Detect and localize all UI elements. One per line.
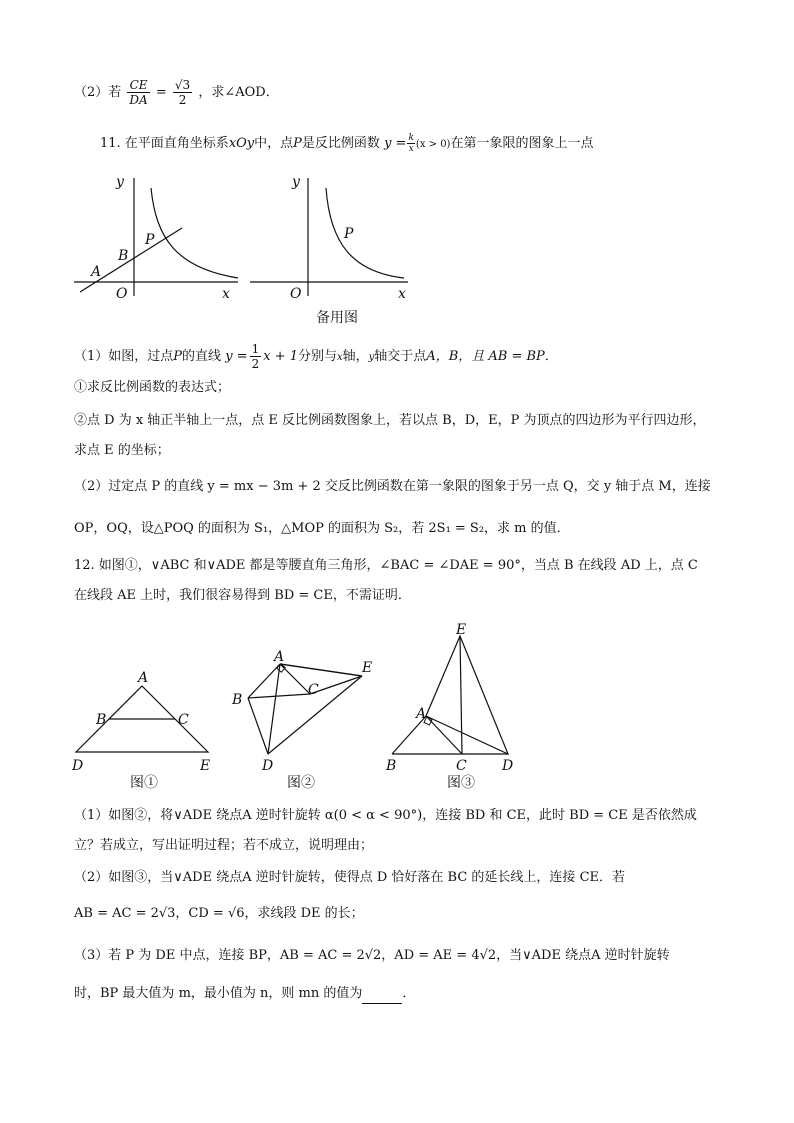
fraction-denominator: DA bbox=[129, 93, 148, 107]
axis-label-y: y bbox=[292, 174, 300, 190]
q11-stem-text: 中，点 bbox=[254, 136, 294, 151]
point-label-d: D bbox=[262, 758, 274, 774]
q11-figure-spare bbox=[244, 168, 416, 303]
q11-fraction-k-x bbox=[407, 133, 414, 154]
q12-stem-line1: 12. 如图①，∨ABC 和∨ADE 都是等腰直角三角形，∠BAC = ∠DAE = 90°，当点 B 在线段 AD 上，点 C bbox=[74, 558, 698, 573]
q12-figure-1 bbox=[68, 668, 218, 778]
fraction-numerator: CE bbox=[127, 78, 149, 93]
line-eq-rhs: x + 1 bbox=[263, 349, 298, 364]
point-label-c: C bbox=[456, 758, 467, 774]
point-label-e: E bbox=[456, 622, 467, 638]
y-axis-symbol: y bbox=[368, 352, 375, 363]
q12-part3-line1: （3）若 P 为 DE 中点，连接 BP，AB = AC = 2√2，AD = AE = 4√2，当∨ADE 绕点A 逆时针旋转 bbox=[74, 948, 670, 963]
origin-label: O bbox=[116, 286, 128, 302]
q11-part1-text: （1）如图，过点 bbox=[74, 349, 174, 364]
q12-part3-text: ． bbox=[402, 986, 416, 1001]
line-eq-lhs: y = bbox=[225, 349, 248, 364]
q11-part1-points: A，B，且 bbox=[426, 349, 485, 364]
axis-label-y: y bbox=[116, 174, 124, 190]
q11-sub1: ①求反比例函数的表达式； bbox=[74, 380, 231, 395]
q11-sub2-line2: 求点 E 的坐标； bbox=[74, 443, 170, 458]
point-label-c: C bbox=[308, 682, 319, 698]
q11-stem-text: 11. 在平面直角坐标系 bbox=[100, 136, 229, 151]
q10-part2 bbox=[74, 78, 279, 107]
q11-part2-line1: （2）过定点 P 的直线 y = mx − 3m + 2 交反比例函数在第一象限的图象于另一点 Q，交 y 轴于点 M，连接 bbox=[74, 479, 711, 494]
point-label-a: A bbox=[274, 649, 285, 665]
q11-part1-text: 轴交于点 bbox=[374, 349, 427, 364]
answer-blank[interactable] bbox=[362, 989, 402, 1004]
q11-part2-line2: OP，OQ，设△POQ 的面积为 S₁，△MOP 的面积为 S₂，若 2S₁ = S₂，求 m 的值． bbox=[74, 521, 570, 536]
fraction-denominator: 2 bbox=[178, 93, 187, 107]
point-label-e: E bbox=[362, 660, 373, 676]
point-label-b: B bbox=[118, 248, 129, 264]
point-label-p: P bbox=[344, 226, 354, 242]
point-label-a: A bbox=[91, 264, 102, 280]
q12-figure-2-caption: 图② bbox=[287, 775, 315, 791]
fraction-numerator: 1 bbox=[251, 342, 260, 356]
q12-stem-line2: 在线段 AE 上时，我们很容易得到 BD = CE，不需证明． bbox=[74, 588, 411, 603]
q11-part1 bbox=[74, 342, 558, 371]
q11-part1-text: 分别与 bbox=[297, 349, 337, 364]
point-label-b: B bbox=[96, 712, 107, 728]
point-label-c: C bbox=[178, 712, 189, 728]
fraction-denominator: 2 bbox=[251, 357, 260, 371]
point-label-a: A bbox=[416, 706, 427, 722]
point-label-d: D bbox=[502, 758, 514, 774]
q11-point-p: P bbox=[293, 136, 302, 151]
q11-part1-condition: AB = BP bbox=[488, 349, 545, 364]
q12-part2-line1: （2）如图③，当∨ADE 绕点A 逆时针旋转，使得点 D 恰好落在 BC 的延长线上，连接 CE．若 bbox=[74, 870, 626, 885]
q11-domain-condition: (x > 0) bbox=[415, 139, 451, 150]
point-label-a: A bbox=[138, 670, 149, 686]
axis-label-x: x bbox=[398, 286, 406, 302]
point-label-b: B bbox=[386, 758, 397, 774]
point-label-e: E bbox=[200, 758, 211, 774]
q11-xoy: xOy bbox=[228, 136, 255, 151]
fraction-denominator: x bbox=[408, 144, 414, 154]
q12-part2-line2: AB = AC = 2√3，CD = √6，求线段 DE 的长； bbox=[74, 906, 364, 921]
axis-label-x: x bbox=[222, 286, 230, 302]
q12-part3-line2 bbox=[74, 984, 415, 1004]
q10-fraction-ce-da bbox=[127, 78, 149, 107]
q11-function-lhs: y = bbox=[384, 136, 407, 151]
q11-figure-main bbox=[66, 168, 246, 303]
x-axis-symbol: x bbox=[336, 352, 343, 363]
origin-label: O bbox=[290, 286, 302, 302]
q11-part1-text: 轴， bbox=[342, 349, 369, 364]
q12-figure-1-caption: 图① bbox=[130, 775, 158, 791]
q11-stem-text: 是反比例函数 bbox=[301, 136, 380, 151]
point-label-d: D bbox=[72, 758, 84, 774]
q12-part1-line1: （1）如图②，将∨ADE 绕点A 逆时针旋转 α(0 < α < 90°)，连接 BD 和 CE，此时 BD = CE 是否依然成 bbox=[74, 808, 697, 823]
q11-spare-caption: 备用图 bbox=[316, 310, 358, 326]
q10-part2-prefix: （2）若 bbox=[74, 85, 122, 100]
fraction-numerator: k bbox=[408, 133, 414, 143]
q10-fraction-root3-2 bbox=[173, 78, 192, 107]
point-label-p: P bbox=[145, 232, 155, 248]
q11-part1-text: ． bbox=[544, 349, 558, 364]
q12-part1-line2: 立？若成立，写出证明过程；若不成立，说明理由； bbox=[74, 838, 374, 853]
point-label-b: B bbox=[232, 692, 243, 708]
q12-figure-3 bbox=[380, 620, 522, 778]
fraction-one-half bbox=[250, 342, 262, 371]
q12-figure-2 bbox=[226, 648, 376, 778]
q10-part2-suffix: ，求∠AOD． bbox=[198, 85, 279, 100]
q11-stem-text: 在第一象限的图象上一点 bbox=[450, 136, 594, 151]
q11-sub2-line1: ②点 D 为 x 轴正半轴上一点，点 E 反比例函数图象上，若以点 B，D，E，P 为顶点的四边形为平行四边形， bbox=[74, 413, 706, 428]
equals-sign: = bbox=[155, 85, 167, 100]
q11-part1-text: 的直线 bbox=[182, 349, 222, 364]
q11-stem bbox=[100, 133, 593, 155]
q12-part3-text: 时，BP 最大值为 m，最小值为 n，则 mn 的值为 bbox=[74, 986, 363, 1001]
q12-figure-3-caption: 图③ bbox=[447, 775, 475, 791]
q11-point-p: P bbox=[173, 349, 183, 364]
fraction-numerator: √3 bbox=[174, 78, 191, 92]
